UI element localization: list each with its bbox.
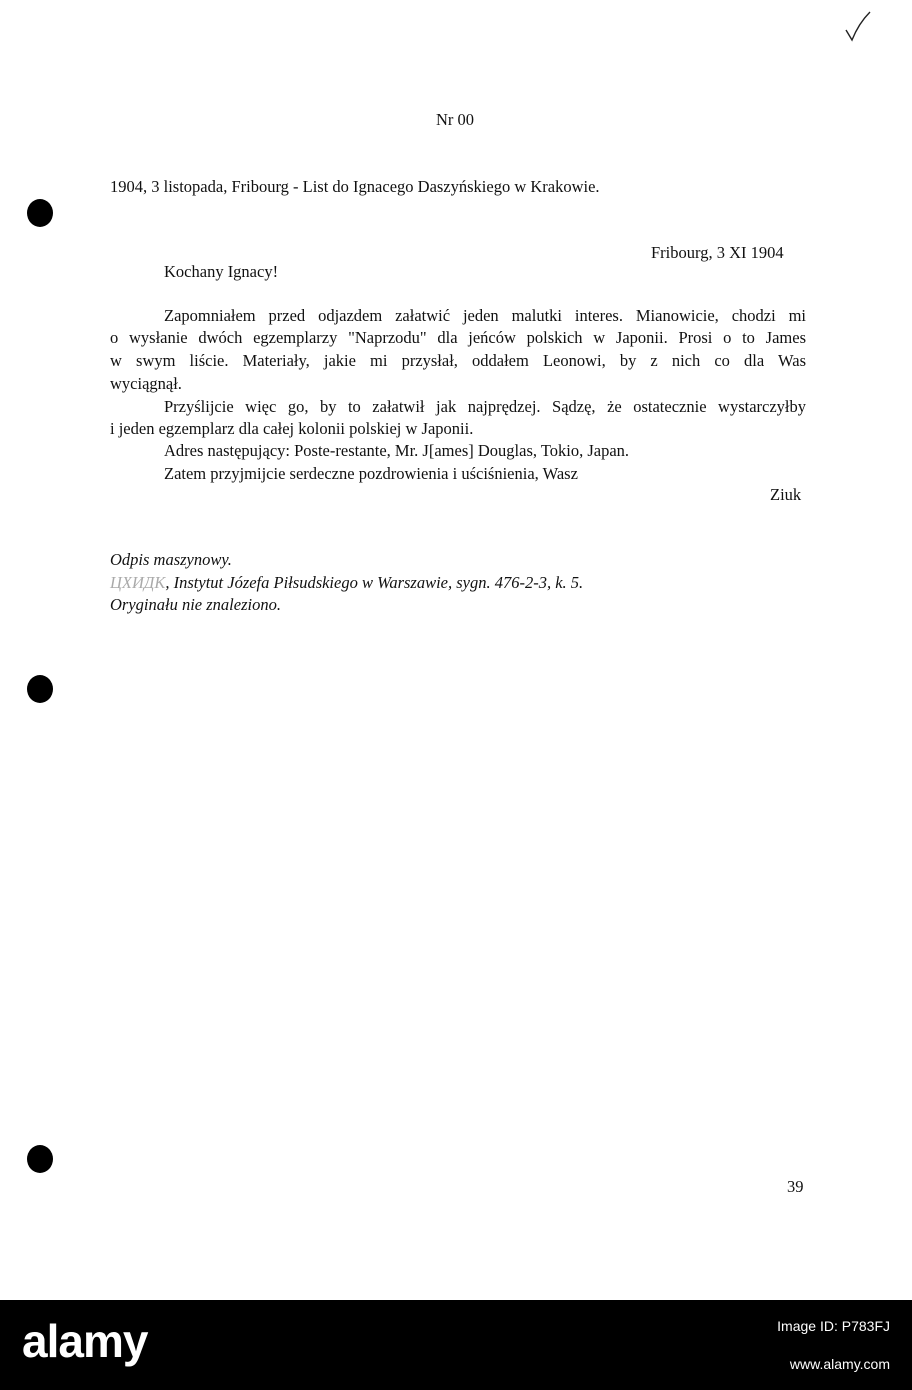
punch-hole-icon — [27, 1145, 53, 1173]
watermark-bar — [0, 1300, 912, 1390]
paragraph1-line: wyciągnął. — [110, 374, 182, 393]
archive-prefix: ЦХИДК — [110, 573, 166, 592]
note-line-3: Oryginału nie znaleziono. — [110, 595, 281, 614]
document-heading: 1904, 3 listopada, Fribourg - List do Ignacego Daszyńskiego w Krakowie. — [110, 177, 600, 196]
paragraph2-line: i jeden egzemplarz dla całej kolonii polskiej w Japonii. — [110, 419, 474, 438]
paragraph1-line: Zapomniałem przed odjazdem załatwić jeden malutki interes. Mianowicie, chodzi mi — [164, 306, 806, 325]
watermark-url: www.alamy.com — [789, 1356, 890, 1372]
salutation: Kochany Ignacy! — [164, 262, 279, 281]
paragraph1-line: o wysłanie dwóch egzemplarzy "Naprzodu" dla jeńców polskich w Japonii. Prosi o to James — [110, 328, 806, 347]
paragraph4: Zatem przyjmijcie serdeczne pozdrowienia i uściśnienia, Wasz — [164, 464, 578, 483]
note-line-1: Odpis maszynowy. — [110, 550, 232, 569]
note-line-2 — [110, 572, 583, 594]
punch-hole-icon — [27, 199, 53, 227]
punch-hole-icon — [27, 675, 53, 703]
document-number: Nr 00 — [436, 110, 475, 129]
archive-citation: , Instytut Józefa Piłsudskiego w Warszawie, sygn. 476-2-3, k. 5. — [165, 573, 584, 592]
page-number: 39 — [787, 1177, 804, 1196]
image-id: Image ID: P783FJ — [777, 1318, 890, 1334]
checkmark-icon — [842, 8, 874, 44]
paragraph3: Adres następujący: Poste-restante, Mr. J[ames] Douglas, Tokio, Japan. — [164, 441, 630, 460]
signature: Ziuk — [770, 485, 802, 504]
alamy-logo: alamy — [22, 1315, 148, 1367]
place-date: Fribourg, 3 XI 1904 — [651, 243, 784, 262]
paragraph2-line: Przyślijcie więc go, by to załatwił jak najprędzej. Sądzę, że ostatecznie wystarczyłby — [164, 397, 806, 416]
paragraph1-line: w swym liście. Materiały, jakie mi przysłał, oddałem Leonowi, by z nich co dla Was — [110, 351, 806, 370]
